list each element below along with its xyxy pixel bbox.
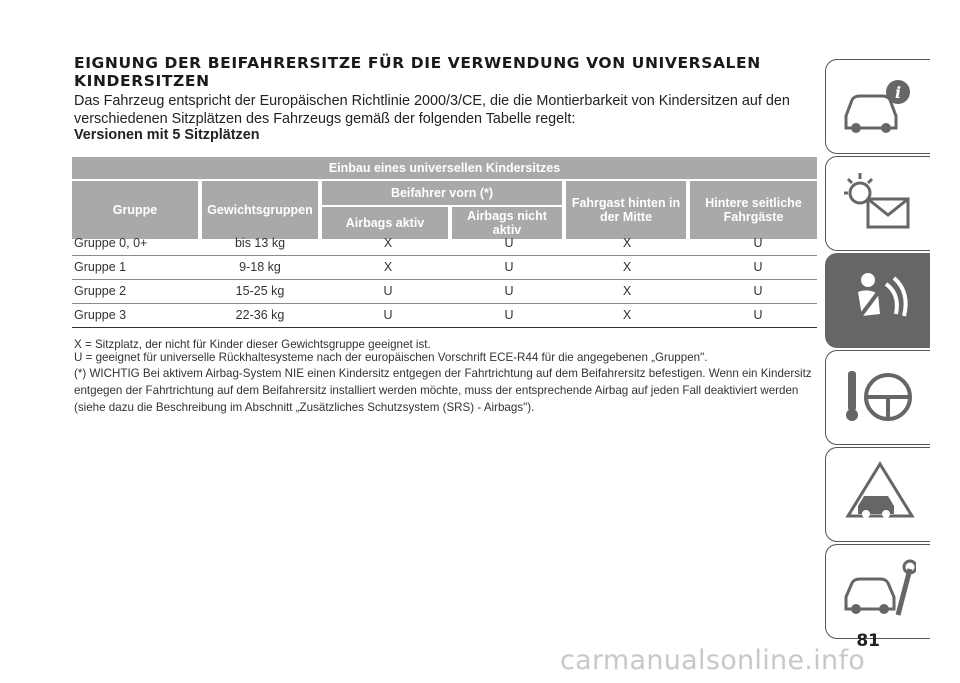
tab-maintenance[interactable] (825, 544, 930, 639)
warning-light-envelope-icon (840, 167, 916, 239)
cell-gewicht: bis 13 kg (234, 236, 286, 250)
tab-emergency[interactable] (825, 447, 930, 542)
cell-airbag-aktiv: X (383, 236, 393, 250)
tab-safety[interactable] (825, 253, 930, 348)
cell-gruppe: Gruppe 1 (74, 260, 127, 274)
header-airbags-nicht-aktiv: Airbags nicht aktiv (452, 207, 562, 239)
cell-hinten-mitte: X (622, 284, 632, 298)
tab-starting-driving[interactable] (825, 350, 930, 445)
cell-hinten-mitte: X (622, 236, 632, 250)
table-main-header: Einbau eines universellen Kindersitzes (72, 157, 817, 179)
cell-airbag-aktiv: X (383, 260, 393, 274)
cell-hinten-seitlich: U (753, 284, 763, 298)
intro-paragraph: Das Fahrzeug entspricht der Europäischen Richtlinie 2000/3/CE, die die Montierbarkeit von Kindersitzen auf den verschiedenen Sitzplätzen des Fahrzeugs gemäß der folgenden Tabelle regelt: (74, 93, 790, 127)
table-row (72, 231, 817, 256)
header-gruppe: Gruppe (72, 181, 198, 239)
cell-airbag-nicht-aktiv: U (504, 260, 514, 274)
tab-car-info[interactable] (825, 59, 930, 154)
header-airbags-aktiv: Airbags aktiv (322, 207, 448, 239)
car-wrench-icon (840, 555, 916, 627)
header-hinten-mitte: Fahrgast hinten in der Mitte (566, 181, 686, 239)
footnote-u: U = geeignet für universelle Rückhaltesysteme nach der europäischen Vorschrift ECE-R44 für die angegebenen „Gruppen". (74, 350, 708, 364)
svg-text:i: i (894, 83, 902, 102)
cell-gruppe: Gruppe 0, 0+ (74, 236, 148, 250)
page-number: 81 (856, 631, 880, 651)
tab-warning-lights[interactable] (825, 156, 930, 251)
section-title: EIGNUNG DER BEIFAHRERSITZE FÜR DIE VERWENDUNG VON UNIVERSALEN KINDERSITZEN (74, 54, 761, 90)
seatbelt-airbag-icon (840, 264, 916, 336)
cell-hinten-seitlich: U (753, 308, 763, 322)
cell-gewicht: 22-36 kg (235, 308, 285, 322)
cell-gewicht: 15-25 kg (235, 284, 285, 298)
table-row (72, 279, 817, 304)
car-crash-icon (840, 458, 916, 530)
header-hinten-seitlich: Hintere seitliche Fahrgäste (690, 181, 817, 239)
cell-airbag-aktiv: U (383, 284, 393, 298)
footnote-star: (*) WICHTIG Bei aktivem Airbag-System NIE einen Kindersitz entgegen der Fahrtrichtung auf dem Beifahrersitz befestigen. Wenn ein Kindersitz entgegen der Fahrtrichtung auf dem Beifahrersitz installiert werden möchte, muss der entsprechende Airbag auf jeden Fall deaktiviert werden (siehe dazu die Beschreibung im Abschnitt „Zusätzliches Schutzsystem (SRS) - Airbags"). (74, 367, 812, 414)
cell-hinten-seitlich: U (753, 260, 763, 274)
cell-gruppe: Gruppe 2 (74, 284, 127, 298)
key-steering-wheel-icon (840, 361, 916, 433)
cell-airbag-nicht-aktiv: U (504, 236, 514, 250)
cell-gewicht: 9-18 kg (239, 260, 281, 274)
cell-gruppe: Gruppe 3 (74, 308, 127, 322)
header-gewichtsgruppen: Gewichtsgruppen (202, 181, 318, 239)
cell-airbag-aktiv: U (383, 308, 393, 322)
table-row (72, 303, 817, 328)
cell-airbag-nicht-aktiv: U (504, 284, 514, 298)
watermark: carmanualsonline.info (560, 645, 866, 676)
cell-hinten-mitte: X (622, 260, 632, 274)
cell-airbag-nicht-aktiv: U (504, 308, 514, 322)
car-info-icon (840, 70, 916, 142)
subheading: Versionen mit 5 Sitzplätzen (74, 127, 260, 143)
footnotes (74, 339, 819, 416)
cell-hinten-mitte: X (622, 308, 632, 322)
table-row (72, 255, 817, 280)
cell-hinten-seitlich: U (753, 236, 763, 250)
header-beifahrer: Beifahrer vorn (*) (322, 181, 562, 205)
footnote-x: X = Sitzplatz, der nicht für Kinder dieser Gewichtsgruppe geeignet ist. (74, 338, 431, 351)
